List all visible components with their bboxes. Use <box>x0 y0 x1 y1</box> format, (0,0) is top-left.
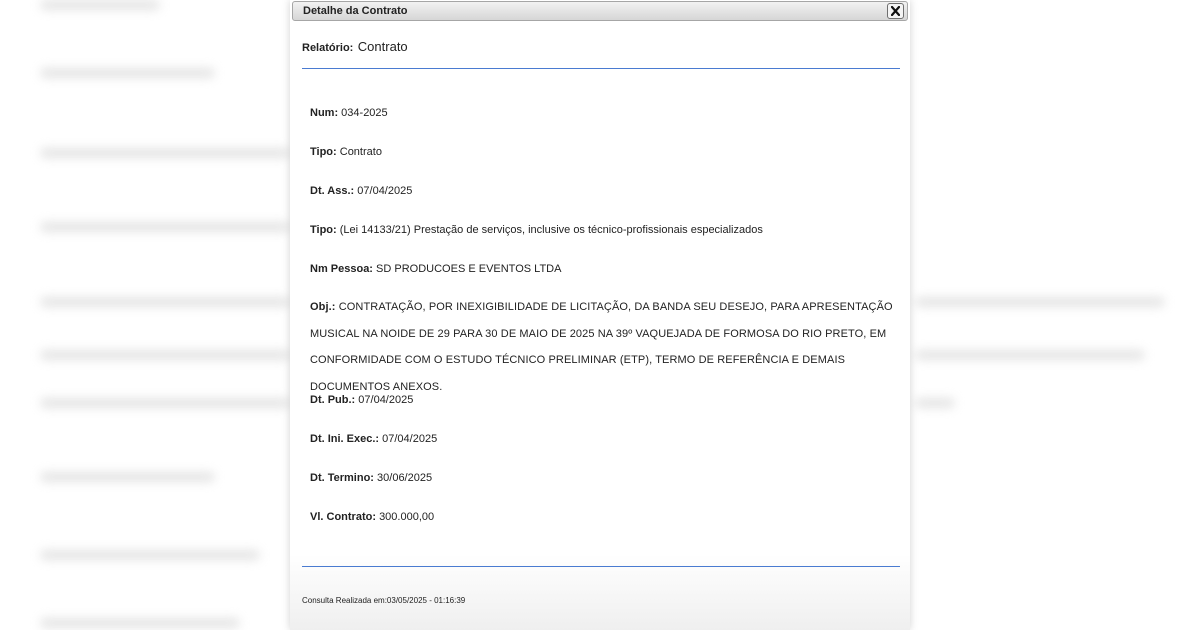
field-value: 07/04/2025 <box>382 433 438 445</box>
field-label: Tipo: <box>310 146 337 158</box>
field-value: 07/04/2025 <box>358 394 414 406</box>
field-value: 07/04/2025 <box>357 185 413 197</box>
field-label: Dt. Pub.: <box>310 394 356 406</box>
field-value: 034-2025 <box>341 107 388 119</box>
field-obj <box>310 294 900 400</box>
report-label: Relatório: <box>302 42 354 54</box>
field-label: Dt. Ini. Exec.: <box>310 433 380 445</box>
dialog-title: Detalhe da Contrato <box>303 5 408 17</box>
field-dt-pub <box>310 394 900 406</box>
field-label: Tipo: <box>310 224 337 236</box>
field-value: 300.000,00 <box>379 511 435 523</box>
field-label: Dt. Termino: <box>310 472 374 484</box>
field-vl-contrato <box>310 511 900 523</box>
field-dt-ini-exec <box>310 433 900 445</box>
field-label: Vl. Contrato: <box>310 511 376 523</box>
field-value: 30/06/2025 <box>377 472 433 484</box>
field-tipo-lei <box>310 224 900 236</box>
field-value: CONTRATAÇÃO, POR INEXIGIBILIDADE DE LICITAÇÃO, DA BANDA SEU DESEJO, PARA APRESENTAÇÃO MUSICAL NA NOIDE DE 29 PARA 30 DE MAIO DE 2025 NA 39º VAQUEJADA DE FORMOSA DO RIO PRETO, EM CONFORMIDADE COM O ESTUDO TÉCNICO PRELIMINAR (ETP), TERMO DE REFERÊNCIA E DEMAIS DOCUMENTOS ANEXOS. <box>310 301 893 393</box>
report-type-line <box>302 38 408 56</box>
field-label: Nm Pessoa: <box>310 263 373 275</box>
field-label: Num: <box>310 107 339 119</box>
field-dt-termino <box>310 472 900 484</box>
bottom-divider <box>302 566 900 567</box>
dialog-titlebar[interactable] <box>292 1 908 21</box>
field-num <box>310 107 900 119</box>
field-value: SD PRODUCOES E EVENTOS LTDA <box>376 263 562 275</box>
field-label: Dt. Ass.: <box>310 185 355 197</box>
top-divider <box>302 68 900 69</box>
field-nm-pessoa <box>310 263 900 275</box>
field-value: Contrato <box>339 146 382 158</box>
close-button[interactable] <box>887 3 904 19</box>
contract-detail-dialog <box>290 0 910 630</box>
report-value: Contrato <box>357 39 408 54</box>
query-timestamp: Consulta Realizada em:03/05/2025 - 01:16:39 <box>302 596 466 605</box>
close-icon <box>891 6 900 16</box>
field-value: (Lei 14133/21) Prestação de serviços, inclusive os técnico-profissionais especializados <box>339 224 763 236</box>
field-tipo <box>310 146 900 158</box>
field-label: Obj.: <box>310 301 336 313</box>
field-dt-ass <box>310 185 900 197</box>
